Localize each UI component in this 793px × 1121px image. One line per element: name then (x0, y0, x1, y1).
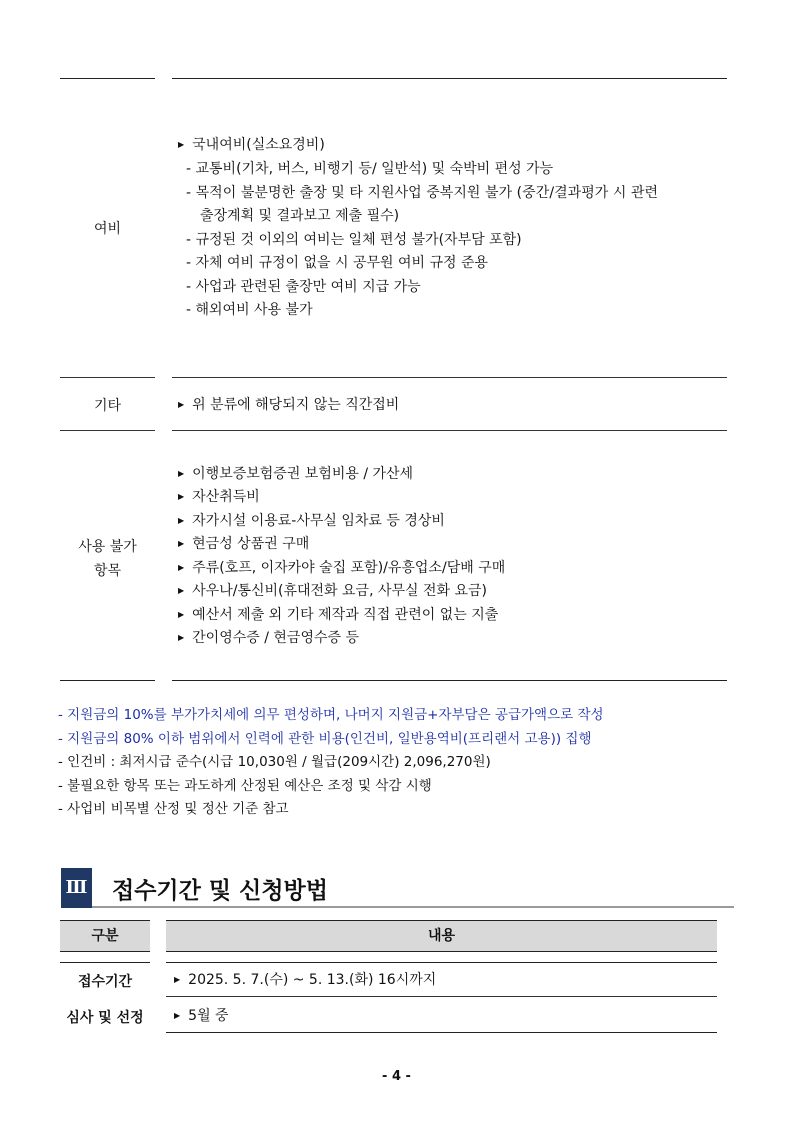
row-divider-left (60, 962, 150, 963)
list-item: ▶ 이행보증보험증권 보험비용 / 가산세 (178, 466, 414, 482)
list-item: ▶ 자가시설 이용료-사무실 임차료 등 경상비 (178, 513, 445, 529)
row-label-period: 접수기간 (77, 974, 133, 990)
triangle-right-icon: ▶ (178, 516, 185, 525)
list-item: ▶ 자산취득비 (178, 489, 260, 505)
list-item: ▶ 현금성 상품권 구매 (178, 536, 310, 552)
note-reference: - 사업비 비목별 산정 및 정산 기준 참고 (58, 801, 289, 817)
list-item: ▶ 5월 중 (174, 1008, 229, 1024)
triangle-right-icon: ▶ (174, 1011, 181, 1020)
list-item: ▶ 2025. 5. 7.(수) ~ 5. 13.(화) 16시까지 (174, 972, 437, 988)
triangle-right-icon: ▶ (178, 563, 185, 572)
row-divider-right (166, 962, 717, 963)
triangle-right-icon: ▶ (178, 492, 185, 501)
row-divider-left (60, 430, 155, 431)
triangle-right-icon: ▶ (178, 610, 185, 619)
header-cell-category: 구분 (60, 920, 150, 952)
list-item: - 목적이 불분명한 출장 및 타 지원사업 중복지원 불가 (중간/결과평가 시 관련 (186, 185, 659, 201)
table-top-border-right (172, 78, 727, 79)
row-divider-left (60, 377, 155, 378)
triangle-right-icon: ▶ (178, 539, 185, 548)
triangle-right-icon: ▶ (178, 469, 185, 478)
row-divider-right (172, 430, 727, 431)
section-title-underline (92, 906, 734, 908)
list-item: ▶ 국내여비(실소요경비) (178, 137, 325, 153)
header-cell-content: 내용 (166, 920, 717, 952)
note-personnel-limit: - 지원금의 80% 이하 범위에서 인력에 관한 비용(인건비, 일반용역비(프리랜서 고용)) 집행 (58, 731, 592, 747)
note-vat: - 지원금의 10%를 부가가치세에 의무 편성하며, 나머지 지원금+자부담은 공급가액으로 작성 (58, 707, 604, 723)
triangle-right-icon: ▶ (178, 140, 185, 149)
row-label-prohibited: 사용 불가 항목 (78, 539, 137, 579)
note-budget-adjust: - 불필요한 항목 또는 과도하게 산정된 예산은 조정 및 삭감 시행 (58, 778, 432, 794)
list-item: ▶ 주류(호프, 이자카야 술집 포함)/유흥업소/담배 구매 (178, 560, 506, 576)
row-divider-right (172, 377, 727, 378)
triangle-right-icon: ▶ (178, 400, 185, 409)
list-item: 출장계획 및 결과보고 제출 필수) (200, 208, 400, 224)
list-item: - 규정된 것 이외의 여비는 일체 편성 불가(자부담 포함) (186, 232, 522, 248)
note-min-wage: - 인건비 : 최저시급 준수(시급 10,030원 / 월급(209시간) 2,096,270원) (58, 754, 491, 770)
row-divider-right (166, 1032, 717, 1033)
page-number: - 4 - (382, 1069, 411, 1084)
section-title: 접수기간 및 신청방법 (112, 878, 328, 904)
list-item: - 자체 여비 규정이 없을 시 공무원 여비 규정 준용 (186, 255, 489, 271)
list-item: ▶ 위 분류에 해당되지 않는 직간접비 (178, 397, 400, 413)
list-item: ▶ 간이영수증 / 현금영수증 등 (178, 630, 359, 646)
list-item: - 사업과 관련된 출장만 여비 지급 가능 (186, 279, 421, 295)
list-item: - 교통비(기차, 버스, 비행기 등/ 일반석) 및 숙박비 편성 가능 (186, 161, 554, 177)
row-label-review: 심사 및 선정 (66, 1010, 144, 1026)
row-label-etc: 기타 (93, 398, 122, 414)
table-bottom-border-right (172, 680, 727, 681)
row-divider-right (166, 996, 717, 997)
section-number-badge: Ⅲ (61, 868, 92, 908)
table-bottom-border-left (60, 680, 155, 681)
triangle-right-icon: ▶ (178, 586, 185, 595)
table-top-border-left (60, 78, 155, 79)
list-item: - 해외여비 사용 불가 (186, 302, 313, 318)
row-label-travel: 여비 (93, 221, 122, 237)
triangle-right-icon: ▶ (174, 975, 181, 984)
list-item: ▶ 사우나/통신비(휴대전화 요금, 사무실 전화 요금) (178, 583, 488, 599)
list-item: ▶ 예산서 제출 외 기타 제작과 직접 관련이 없는 지출 (178, 607, 499, 623)
triangle-right-icon: ▶ (178, 633, 185, 642)
